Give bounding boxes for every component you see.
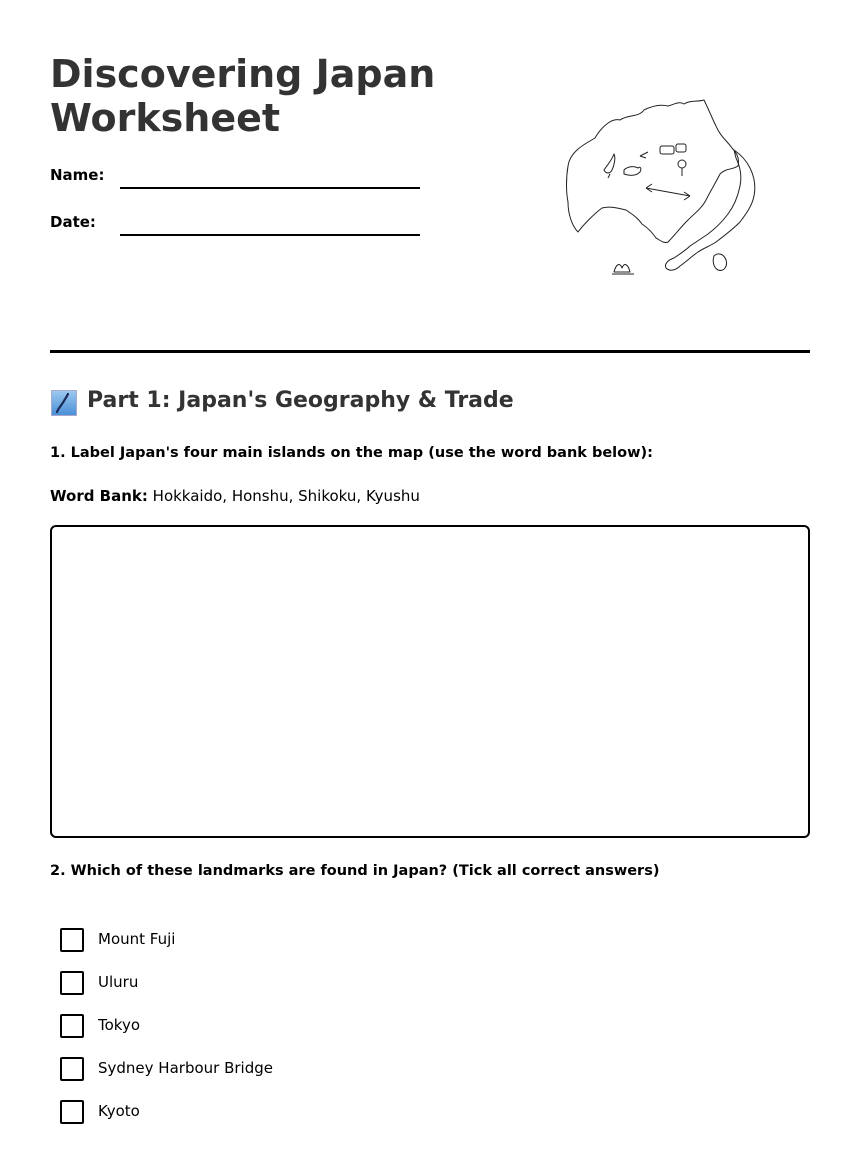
australia-outline xyxy=(567,100,739,243)
flower-icon xyxy=(678,160,686,168)
section-divider xyxy=(50,350,810,353)
checkbox[interactable] xyxy=(60,928,84,952)
option-label: Kyoto xyxy=(98,1102,140,1120)
option-label: Tokyo xyxy=(98,1016,140,1034)
question-1: 1. Label Japan's four main islands on the map (use the word bank below): xyxy=(50,445,653,461)
arrow-small xyxy=(640,152,648,158)
option-label: Mount Fuji xyxy=(98,930,176,948)
checkbox[interactable] xyxy=(60,1014,84,1038)
title-line-1: Discovering Japan xyxy=(50,52,436,96)
japan-outline xyxy=(665,150,754,270)
word-bank xyxy=(50,487,420,505)
question-2: 2. Which of these landmarks are found in Japan? (Tick all correct answers) xyxy=(50,863,660,879)
word-bank-label: Word Bank: xyxy=(50,487,148,505)
goods-box-icon xyxy=(660,146,674,154)
japan-map-icon xyxy=(51,390,77,416)
date-field[interactable] xyxy=(120,234,420,236)
date-label: Date: xyxy=(50,213,96,231)
checkbox[interactable] xyxy=(60,1057,84,1081)
animal-icon xyxy=(624,167,641,176)
option-label: Uluru xyxy=(98,973,139,991)
australia-japan-illustration xyxy=(560,96,765,286)
worksheet-title xyxy=(50,52,470,140)
map-answer-box[interactable] xyxy=(50,525,810,838)
checkbox[interactable] xyxy=(60,971,84,995)
name-label: Name: xyxy=(50,166,105,184)
arrow-connector xyxy=(646,184,690,200)
small-island-1 xyxy=(713,254,726,270)
name-field[interactable] xyxy=(120,187,420,189)
checkbox[interactable] xyxy=(60,1100,84,1124)
option-label: Sydney Harbour Bridge xyxy=(98,1059,273,1077)
kangaroo-icon xyxy=(604,154,615,178)
opera-house-icon xyxy=(612,265,634,274)
title-line-2: Worksheet xyxy=(50,96,281,140)
word-bank-items: Hokkaido, Honshu, Shikoku, Kyushu xyxy=(147,487,420,505)
section-title: Part 1: Japan's Geography & Trade xyxy=(87,388,514,413)
